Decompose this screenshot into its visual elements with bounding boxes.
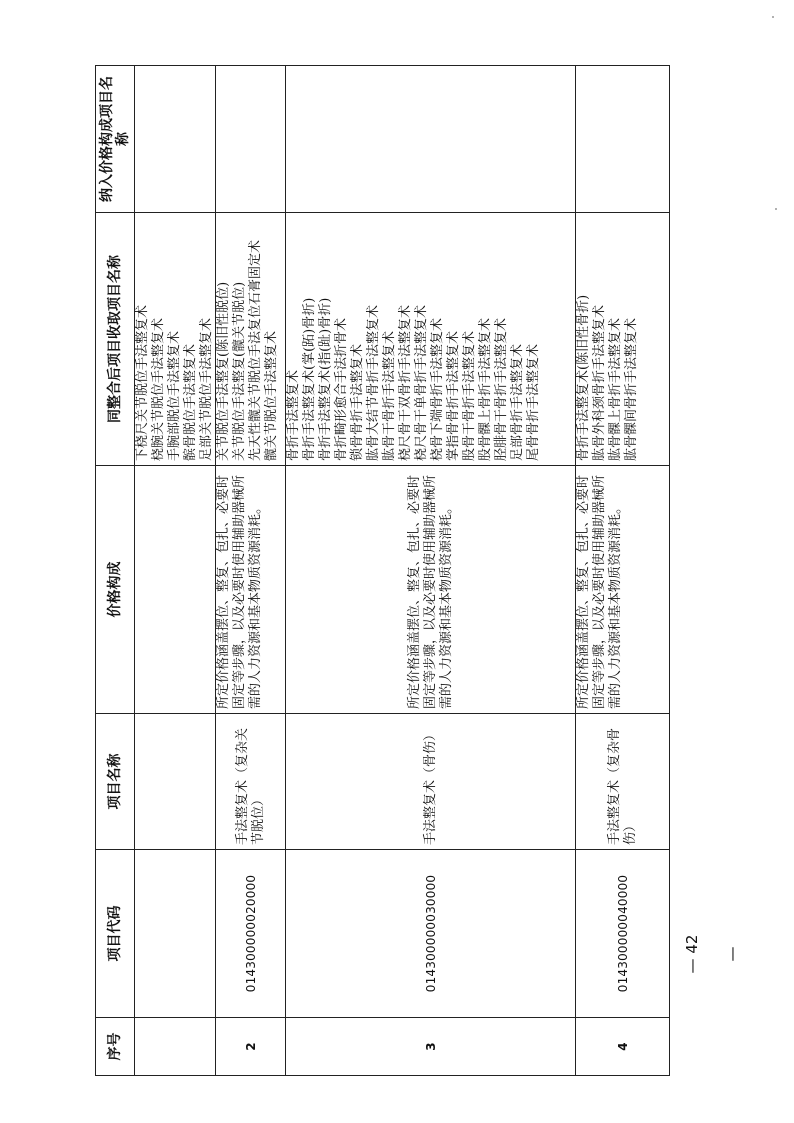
cell-merged <box>576 213 670 466</box>
merged-item: 骨折手法整复术 <box>286 369 301 461</box>
merged-item: 髌骨脱位手法整复术 <box>183 343 198 461</box>
merged-item: 肱骨髁上骨折手法整复术 <box>608 317 623 461</box>
table-row <box>216 66 286 1076</box>
merged-item: 骨折手法整复术(掌(跖)骨折) <box>302 297 317 461</box>
table-row <box>286 66 576 1076</box>
merged-item: 骨折手法整复术(指(趾)骨折) <box>318 297 333 461</box>
table-row <box>135 66 216 1076</box>
merged-item: 骨折畸形愈合手法折骨术 <box>334 317 349 461</box>
merged-item: 手腕部脱位手法整复术 <box>167 330 182 461</box>
merged-item: 髋关节脱位手法整复术 <box>264 330 279 461</box>
merged-item: 肱骨髁间骨折手法整复术 <box>624 317 639 461</box>
cell-name <box>135 714 216 850</box>
cell-name: 手法整复术（复杂骨伤） <box>576 714 670 850</box>
cell-seq <box>135 1018 216 1076</box>
header-seq: 序号 <box>96 1018 135 1076</box>
cell-name: 手法整复术（骨伤） <box>286 714 576 850</box>
cell-included <box>576 66 670 213</box>
merged-item: 锁骨骨折手法整复术 <box>350 343 365 461</box>
merged-item: 先天性髋关节脱位手法复位石膏固定术 <box>248 239 263 461</box>
merged-item: 股骨髁上骨折手法整复术 <box>478 317 493 461</box>
cell-code <box>135 850 216 1018</box>
table-row <box>576 66 670 1076</box>
header-price: 价格构成 <box>96 466 135 714</box>
header-merged: 同整合后项目收取项目名称 <box>96 213 135 466</box>
page-number: — 42 — <box>683 934 741 974</box>
cell-price: 所定价格涵盖摆位、整复、包扎、必要时固定等步骤，以及必要时使用辅助器械所需的人力资源和基本物质资源消耗。 <box>286 466 576 714</box>
cell-name: 手法整复术（复杂关节脱位） <box>216 714 286 850</box>
cell-seq: 3 <box>286 1018 576 1076</box>
cell-merged <box>135 213 216 466</box>
merged-item: 肱骨外科颈骨折手法整复术 <box>592 304 607 461</box>
merged-item: 骨折手法整复术(陈旧性骨折) <box>576 294 591 461</box>
merged-item: 足部关节脱位手法整复术 <box>199 317 214 461</box>
merged-item: 肱骨干骨折手法整复术 <box>382 330 397 461</box>
merged-item: 桡腕关节脱位手法整复术 <box>151 317 166 461</box>
header-included: 纳入价格构成项目名称 <box>96 66 135 213</box>
merged-item: 足部骨折手法整复术 <box>510 343 525 461</box>
merged-item: 桡骨下端骨折手法整复术 <box>430 317 445 461</box>
merged-item: 下桡尺关节脱位手法整复术 <box>135 304 150 461</box>
cell-included <box>135 66 216 213</box>
scan-speck <box>775 208 777 210</box>
cell-merged <box>216 213 286 466</box>
header-code: 项目代码 <box>96 850 135 1018</box>
cell-seq: 4 <box>576 1018 670 1076</box>
cell-code: 014300000020000 <box>216 850 286 1018</box>
merged-item: 尾骨骨折手法整复术 <box>526 343 541 461</box>
merged-item: 胫腓骨干骨折手法整复术 <box>494 317 509 461</box>
header-name: 项目名称 <box>96 714 135 850</box>
rotated-table-wrapper <box>95 66 667 1076</box>
cell-merged <box>286 213 576 466</box>
fee-table <box>95 65 670 1076</box>
merged-item: 股骨干骨折手法整复术 <box>462 330 477 461</box>
cell-code: 014300000030000 <box>286 850 576 1018</box>
cell-price: 所定价格涵盖摆位、整复、包扎、必要时固定等步骤，以及必要时使用辅助器械所需的人力资源和基本物质资源消耗。 <box>216 466 286 714</box>
cell-price: 所定价格涵盖摆位、整复、包扎、必要时固定等步骤，以及必要时使用辅助器械所需的人力资源和基本物质资源消耗。 <box>576 466 670 714</box>
merged-item: 桡尺骨干双骨折手法整复术 <box>398 304 413 461</box>
merged-item: 关节脱位手法整复(髋关节脱位) <box>232 281 247 461</box>
merged-item: 掌指骨骨折手法整复术 <box>446 330 461 461</box>
merged-item: 关节脱位手法整复(陈旧性脱位) <box>216 281 231 461</box>
cell-seq: 2 <box>216 1018 286 1076</box>
merged-item: 肱骨大结节骨折手法整复术 <box>366 304 381 461</box>
scan-speck <box>772 16 774 18</box>
cell-included <box>216 66 286 213</box>
cell-included <box>286 66 576 213</box>
table-header-row <box>96 66 135 1076</box>
merged-item: 桡尺骨干单骨折手法整复术 <box>414 304 429 461</box>
cell-code: 014300000040000 <box>576 850 670 1018</box>
cell-price <box>135 466 216 714</box>
